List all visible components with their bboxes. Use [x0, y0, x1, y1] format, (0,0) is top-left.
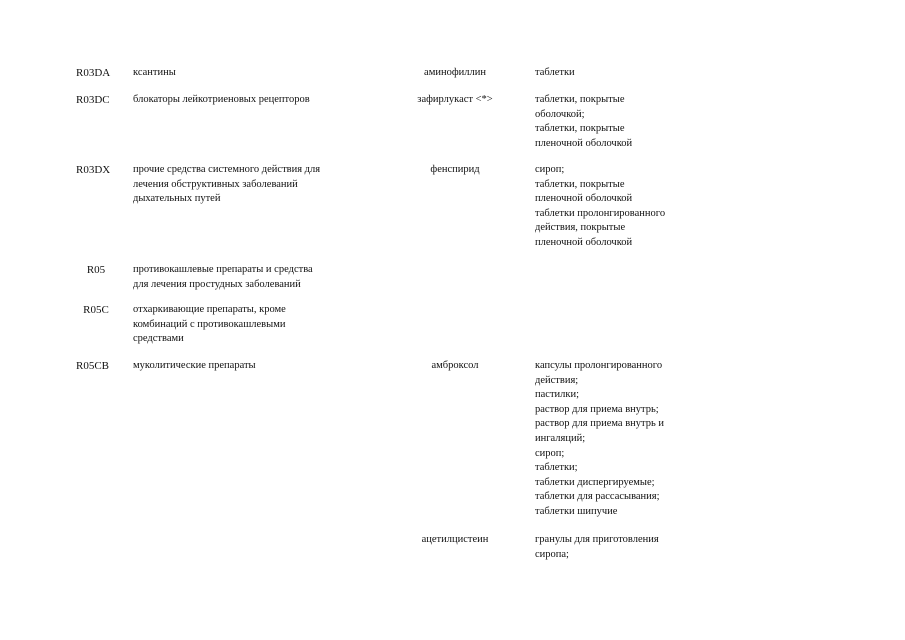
- group-name-line: комбинаций с противокашлевыми: [133, 318, 286, 330]
- dosage-form-line: оболочкой;: [535, 108, 585, 120]
- dosage-form-line: таблетки;: [535, 462, 578, 474]
- atc-code: R03DC: [76, 94, 110, 106]
- atc-code: R03DX: [76, 164, 111, 176]
- dosage-forms: [535, 66, 775, 81]
- dosage-form-line: пленочной оболочкой: [535, 137, 633, 149]
- group-name-line: противокашлевые препараты и средства: [133, 264, 313, 275]
- dosage-forms: [535, 163, 775, 251]
- dosage-form-line: таблетки, покрытые: [535, 123, 625, 135]
- group-name-line: средствами: [133, 333, 184, 345]
- drug-name: зафирлукаст <*>: [417, 94, 493, 105]
- dosage-form-line: таблетки шипучие: [535, 505, 618, 517]
- drug-name: ацетилцистеин: [421, 534, 489, 545]
- dosage-form-line: пленочной оболочкой: [535, 236, 633, 248]
- group-name-line: блокаторы лейкотриеновых рецепторов: [133, 94, 310, 105]
- dosage-form-line: таблетки диспергируемые;: [535, 476, 655, 488]
- group-name-line: лечения обструктивных заболеваний: [133, 178, 298, 190]
- group-name: [133, 263, 383, 292]
- dosage-form-line: сироп;: [535, 164, 565, 175]
- group-name: [133, 93, 383, 108]
- dosage-form-line: таблетки: [535, 67, 575, 78]
- dosage-form-line: капсулы пролонгированного: [535, 360, 663, 371]
- dosage-form-line: раствор для приема внутрь и: [535, 418, 665, 430]
- dosage-form-line: таблетки пролонгированного: [535, 207, 666, 219]
- group-name: [133, 163, 383, 207]
- group-name: [133, 359, 383, 374]
- dosage-form-line: действия, покрытые: [535, 222, 626, 234]
- group-name-line: для лечения простудных заболеваний: [133, 278, 301, 290]
- atc-code: R05: [86, 264, 106, 276]
- group-name: [133, 66, 383, 81]
- group-name-line: прочие средства системного действия для: [133, 164, 321, 175]
- group-name-line: отхаркивающие препараты, кроме: [133, 304, 286, 315]
- dosage-forms: [535, 359, 775, 520]
- atc-code: R05CB: [76, 360, 110, 372]
- dosage-form-line: пленочной оболочкой: [535, 193, 633, 205]
- drug-name: амброксол: [431, 360, 479, 371]
- group-name-line: ксантины: [133, 67, 176, 78]
- dosage-form-line: таблетки для рассасывания;: [535, 491, 660, 503]
- dosage-forms: [535, 533, 775, 562]
- dosage-form-line: действия;: [535, 374, 579, 386]
- group-name-line: дыхательных путей: [133, 193, 221, 205]
- group-name: [133, 303, 383, 347]
- drug-name: фенспирид: [430, 164, 480, 175]
- dosage-form-line: таблетки, покрытые: [535, 94, 625, 105]
- dosage-form-line: таблетки, покрытые: [535, 178, 625, 190]
- dosage-form-line: гранулы для приготовления: [535, 534, 659, 545]
- atc-code: R03DA: [76, 67, 111, 79]
- group-name-line: муколитические препараты: [133, 360, 256, 371]
- dosage-form-line: раствор для приема внутрь;: [535, 403, 659, 415]
- dosage-form-line: сироп;: [535, 447, 565, 459]
- drug-name: аминофиллин: [424, 67, 486, 78]
- dosage-forms: [535, 93, 775, 151]
- atc-code: R05C: [83, 304, 109, 316]
- dosage-form-line: пастилки;: [535, 389, 580, 401]
- dosage-form-line: сиропа;: [535, 548, 569, 560]
- dosage-form-line: ингаляций;: [535, 432, 586, 444]
